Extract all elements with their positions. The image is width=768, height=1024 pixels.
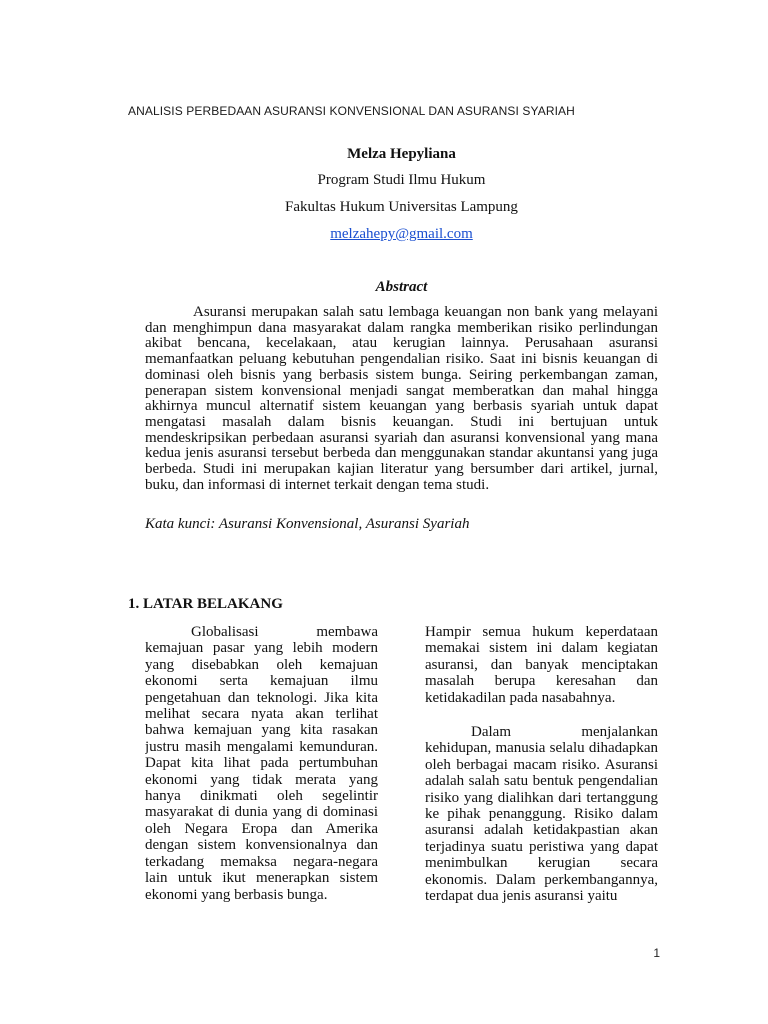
faculty-name: Fakultas Hukum Universitas Lampung <box>285 199 518 215</box>
author-name: Melza Hepyliana <box>347 146 456 162</box>
left-column-paragraph: Globalisasi membawa kemajuan pasar yang lebih modern yang disebabkan oleh kemajuan ekonomi serta kemajuan ilmu pengetahuan dan teknologi. Jika kita melihat secara nyata akan terlihat bahwa kemajuan yang kita rasakan justru masih mengalami kemunduran. Dapat kita lihat pada pertumbuhan ekonomi yang tidak merata yang hanya dinikmati oleh segelintir masyarakat di dunia yang di dominasi oleh Negara Eropa dan Amerika dengan sistem konvensionalnya dan terkadang memaksa negara-negara lain untuk ikut menerapkan sistem ekonomi yang berbasis bunga. <box>145 624 378 903</box>
paper-title: ANALISIS PERBEDAAN ASURANSI KONVENSIONAL DAN ASURANSI SYARIAH <box>128 104 575 118</box>
author-email-link[interactable]: melzahepy@gmail.com <box>330 226 473 242</box>
abstract-text: Asuransi merupakan salah satu lembaga keuangan non bank yang melayani dan menghimpun dana masyarakat dalam rangka memberikan risiko perlindungan akibat bencana, kecelakaan, atau kerugian lainnya. Perusahaan asuransi memanfaatkan peluang kebutuhan pengendalian risiko. Saat ini bisnis keuangan di dominasi oleh bisnis yang berbasis sistem bunga. Seiring perkembangan zaman, penerapan sistem konvensional menjadi sangat memberatkan dan mahal hingga akhirnya muncul alternatif sistem keuangan yang berbasis syariah untuk dapat mengatasi masalah dalam bisnis keuangan. Studi ini bertujuan untuk mendeskripsikan perbedaan asuransi syariah dan asuransi konvensional yang mana kedua jenis asuransi tersebut berbeda dan menggunakan standar akuntansi yang juga berbeda. Studi ini merupakan kajian literatur yang bersumber dari artikel, jurnal, buku, dan informasi di internet terkait dengan tema studi. <box>145 304 658 493</box>
keywords: Kata kunci: Asuransi Konvensional, Asuransi Syariah <box>145 516 470 532</box>
right-column-paragraph-2: Dalam menjalankan kehidupan, manusia selalu dihadapkan oleh berbagai macam risiko. Asuransi adalah salah satu bentuk pengendalian risiko yang dialihkan dari tertanggung ke pihak penanggung. Risiko dalam asuransi adalah ketidakpastian akan terjadinya suatu peristiwa yang dapat menimbulkan kerugian secara ekonomis. Dalam perkembangannya, terdapat dua jenis asuransi yaitu <box>425 724 658 905</box>
page-number: 1 <box>653 946 660 960</box>
section-heading: 1. LATAR BELAKANG <box>128 596 283 612</box>
left-column <box>145 624 378 912</box>
right-column-paragraph-1: Hampir semua hukum keperdataan memakai sistem ini dalam kegiatan asuransi, dan banyak menciptakan masalah berupa keresahan dan ketidakadilan pada nasabahnya. <box>425 624 658 706</box>
study-program: Program Studi Ilmu Hukum <box>317 172 486 188</box>
right-column <box>425 624 658 916</box>
abstract-heading: Abstract <box>375 279 428 295</box>
